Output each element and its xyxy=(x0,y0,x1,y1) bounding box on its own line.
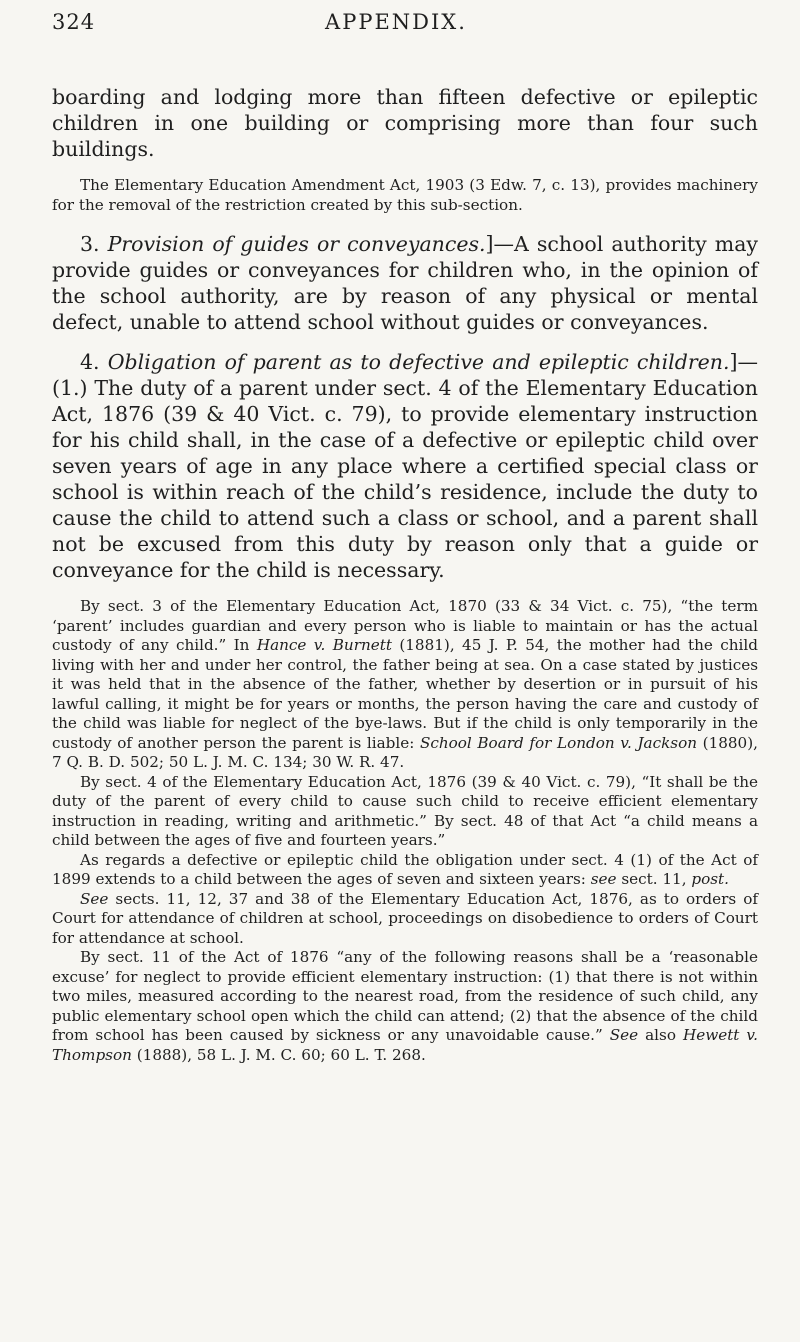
note-text: also xyxy=(638,1026,683,1044)
section-3-paragraph xyxy=(52,231,758,335)
note-amendment-act-1903: The Elementary Education Amendment Act, 1903 (3 Edw. 7, c. 13), provides machinery for the removal of the restriction created by this sub-section. xyxy=(52,176,758,214)
case-name: School Board for London v. Jackson xyxy=(419,733,698,752)
note-sect-4-duty: By sect. 4 of the Elementary Education Act, 1876 (39 & 40 Vict. c. 79), “It shall be the duty of the parent of every child to cause such child to receive efficient elementary instruction in reading, writing and arithmetic.” By sect. 48 of that Act “a child means a child between the ages of five and fourteen years.” xyxy=(52,772,758,849)
section-4-number: 4. xyxy=(80,350,108,374)
section-3-body: ]—A school authority may provide guides or conveyances for children who, in the opinion of the school authority, are by reason of any physical or mental defect, unable to attend school without guides or conveyances. xyxy=(52,232,758,334)
note-text: (1888), 58 L. J. M. C. 60; 60 L. T. 268. xyxy=(131,1045,426,1064)
cross-reference: see xyxy=(590,870,617,888)
note-text: sect. 11, xyxy=(616,870,692,888)
case-name: Hance v. Burnett xyxy=(256,636,392,654)
note-text: sects. 11, 12, 37 and 38 of the Elementary Education Act, 1876, as to orders of Court for attendance of children at school, proceedings on disobedience to orders of Court for attendance at school. xyxy=(52,889,758,947)
note-parent-definition xyxy=(52,597,758,773)
cross-reference: See xyxy=(609,1026,639,1044)
note-text: As regards a defective or epileptic child the obligation under sect. 4 (1) of the Act of 1899 extends to a child between the ages of seven and sixteen years: xyxy=(52,850,758,888)
section-4-body: ]—(1.) The duty of a parent under sect. 4 of the Elementary Education Act, 1876 (39 & 40 Vict. c. 79), to provide elementary instruction for his child shall, in the case of a defective or epileptic child over seven years of age in any place where a certified special class or school is within reach of the child’s residence, include the duty to cause the child to attend such a class or school, and a parent shall not be excused from this duty by reason only that a guide or conveyance for the child is necessary. xyxy=(52,350,758,582)
section-4-heading: Obligation of parent as to defective and epileptic children. xyxy=(107,350,730,374)
note-court-orders xyxy=(52,890,758,949)
note-text: (1880), 7 Q. B. D. 502; 50 L. J. M. C. 134; 30 W. R. 47. xyxy=(52,733,758,771)
running-head xyxy=(52,10,740,38)
cross-reference: post. xyxy=(691,870,729,888)
body-text xyxy=(52,84,758,1065)
section-4-paragraph xyxy=(52,349,758,583)
note-defective-child-ages xyxy=(52,851,758,890)
paragraph-continuation: boarding and lodging more than fifteen defective or epileptic children in one building or comprising more than four such buildings. xyxy=(52,85,758,161)
note-text: By sect. 11 of the Act of 1876 “any of the following reasons shall be a ‘reasonable excuse’ for neglect to provide efficient elementary instruction: (1) that there is not within two miles, measured according to the nearest road, from the residence of such child, any public elementary school open which the child can attend; (2) that the absence of the child from school has been caused by sickness or any unavoidable cause.” xyxy=(52,948,758,1044)
section-3-number: 3. xyxy=(80,232,108,256)
note-text: By sect. 3 of the Elementary Education Act, 1870 (33 & 34 Vict. c. 75), “the term ‘parent’ includes guardian and every person who is liable to maintain or has the actual custody of any child.” In xyxy=(52,597,758,654)
case-name: Hewett v. Thompson xyxy=(52,1026,759,1064)
note-reasonable-excuse xyxy=(52,948,758,1065)
note-text: (1881), 45 J. P. 54, the mother had the child living with her and under her control, the father being at sea. On a case stated by justices it was held that in the absence of the father, whether by desertion or in pursuit of his lawful calling, it might be for years or months, the person having the care and custody of the child was liable for neglect of the bye-laws. But if the child is only temporarily in the custody of another person the parent is liable: xyxy=(52,636,758,752)
running-title: APPENDIX. xyxy=(325,10,467,34)
cross-reference: See xyxy=(80,889,109,908)
section-3-heading: Provision of guides or conveyances. xyxy=(107,232,486,256)
page-number: 324 xyxy=(52,10,96,34)
